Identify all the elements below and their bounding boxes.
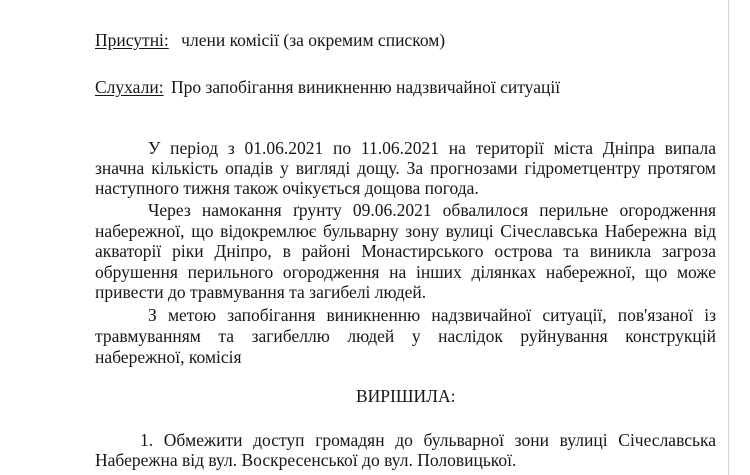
paragraph-2-line-2: набережної, що відокремлює бульварну зону вулиці Січеславська Набережна від xyxy=(95,221,716,241)
paragraph-2-line-5: привести до травмування та загибелі людей. xyxy=(95,282,427,302)
paragraph-2-line-1: Через намокання ґрунту 09.06.2021 обвалилося перильне огородження xyxy=(148,200,716,220)
paragraph-2-line-4: обрушення перильного огородження на інших ділянках набережної, що може xyxy=(95,262,716,282)
decision-item-1-line-2: Набережна від вул. Воскресенської до вул. Половицької. xyxy=(95,450,517,470)
heard-line xyxy=(95,77,560,97)
paragraph-3-line-1: З метою запобігання виникненню надзвичайної ситуації, пов'язаної із xyxy=(148,305,716,325)
decision-heading: ВИРІШИЛА: xyxy=(356,386,456,406)
paragraph-1-line-2: значна кількість опадів у вигляді дощу. За прогнозами гідрометцентру протягом xyxy=(95,158,716,178)
present-label: Присутні: xyxy=(95,30,169,50)
present-line xyxy=(95,30,445,50)
paragraph-3-line-2: травмуванням та загибеллю людей у наслідок руйнування конструкцій xyxy=(95,326,716,346)
paragraph-3-line-3: набережної, комісія xyxy=(95,347,242,367)
paragraph-1-line-1: У період з 01.06.2021 по 11.06.2021 на території міста Дніпра випала xyxy=(148,138,716,158)
present-text: члени комісії (за окремим списком) xyxy=(181,30,446,50)
paragraph-1-line-3: наступного тижня також очікується дощова погода. xyxy=(95,178,479,198)
heard-label: Слухали: xyxy=(95,77,164,97)
decision-item-1-line-1: 1. Обмежити доступ громадян до бульварної зони вулиці Січеславська xyxy=(140,430,716,450)
heard-text: Про запобігання виникненню надзвичайної ситуації xyxy=(170,77,561,97)
page-edge-divider xyxy=(728,0,729,475)
paragraph-2-line-3: акваторії ріки Дніпро, в районі Монастирського острова та виникла загроза xyxy=(95,241,716,261)
